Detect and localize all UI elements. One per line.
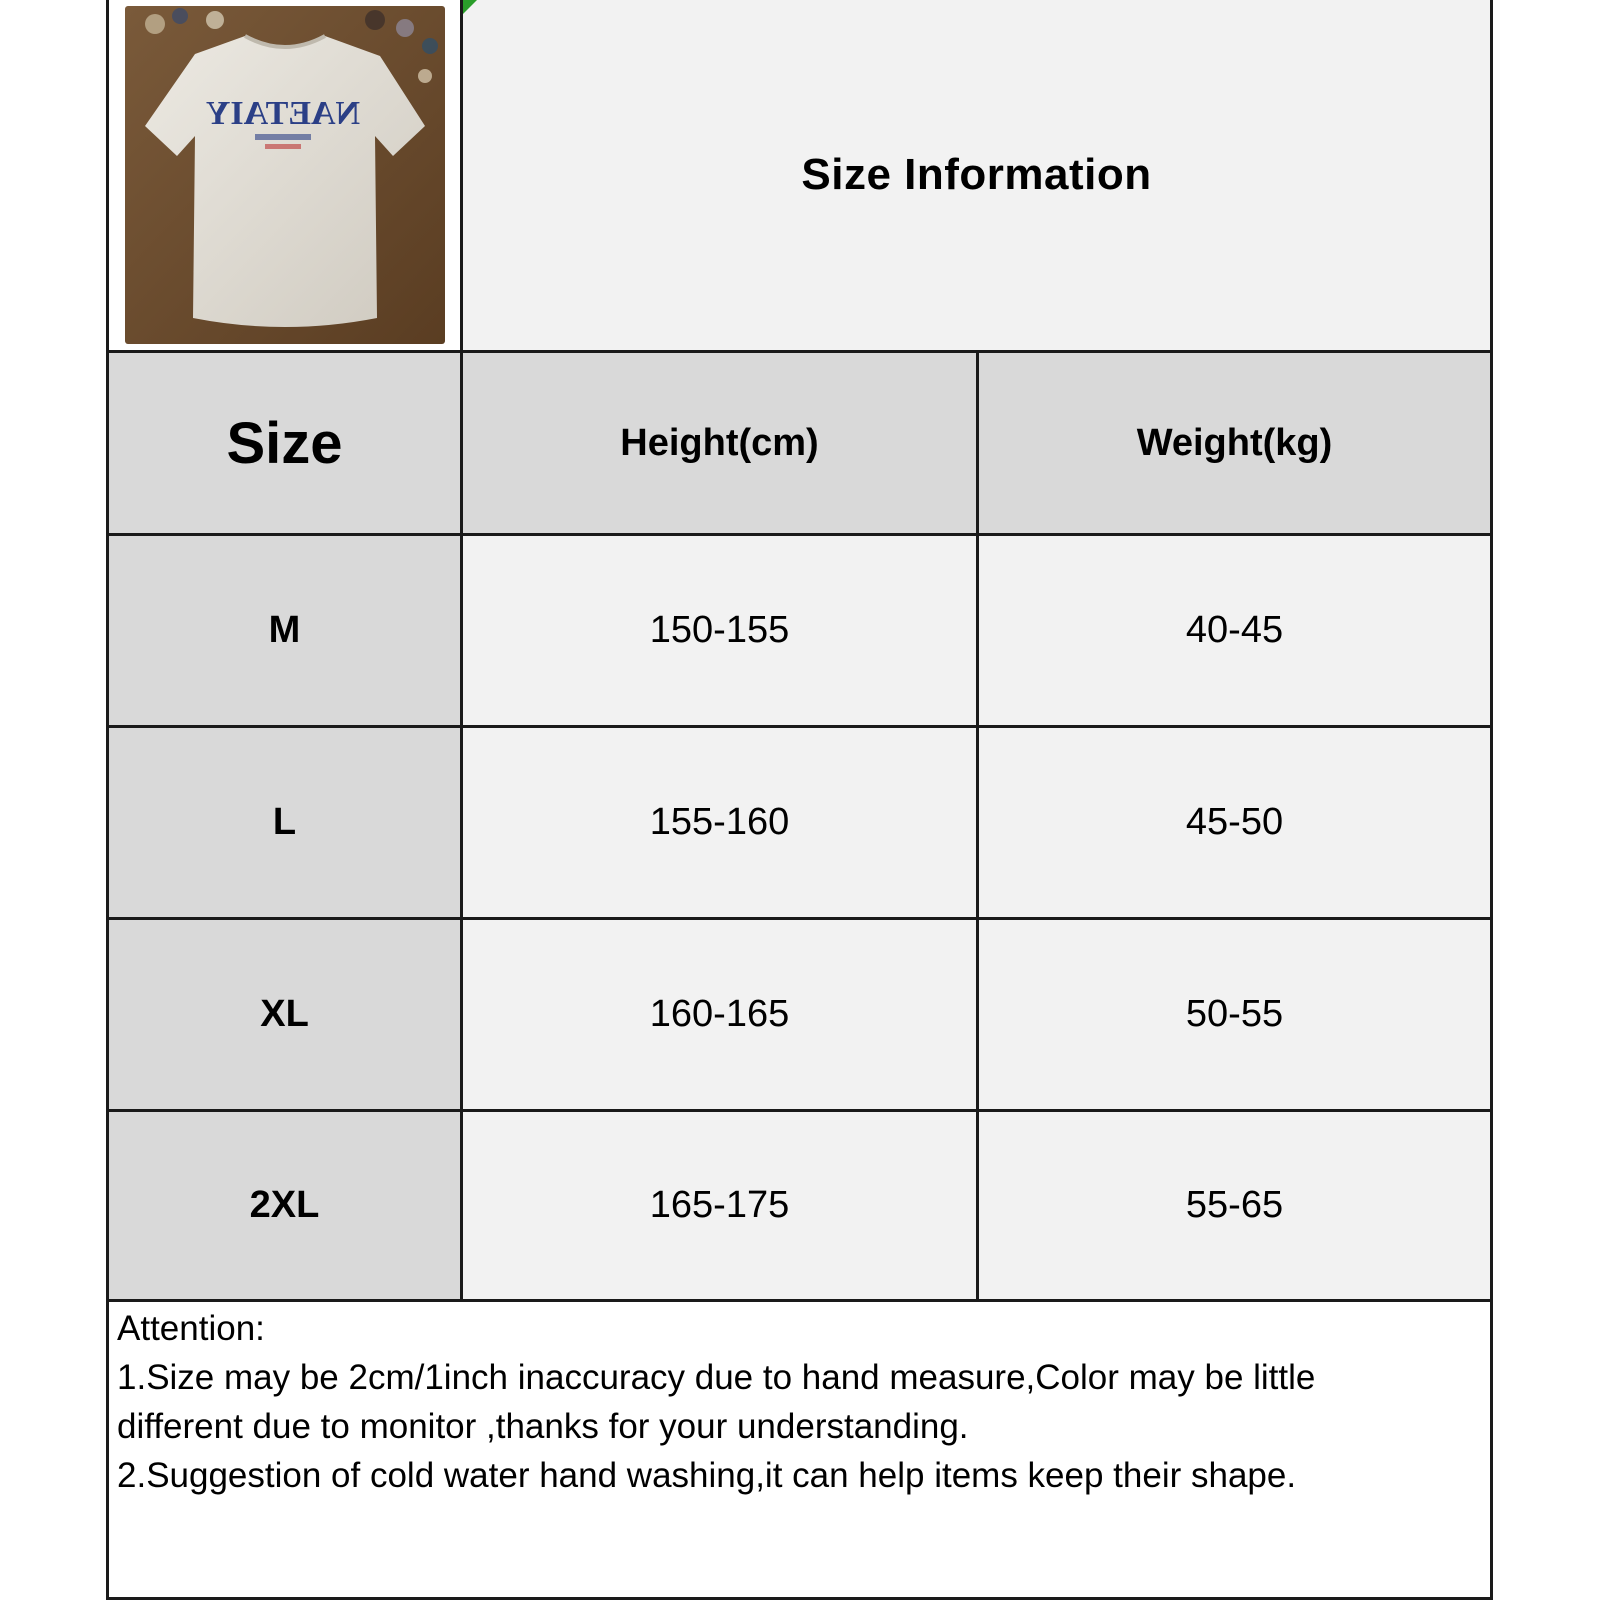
cell-marker — [463, 0, 477, 14]
header-size-label: Size — [226, 410, 343, 476]
header-weight-label: Weight(kg) — [1136, 421, 1333, 464]
height-value: 150-155 — [649, 609, 790, 651]
weight-cell — [979, 536, 1490, 728]
height-cell — [463, 536, 979, 728]
table-row — [109, 1112, 463, 1302]
height-value: 165-175 — [649, 1184, 790, 1226]
product-photo — [125, 6, 445, 344]
notes-heading: Attention: — [117, 1309, 265, 1348]
height-cell — [463, 1112, 979, 1302]
height-value: 155-160 — [649, 801, 790, 843]
size-value: L — [272, 801, 297, 843]
weight-cell — [979, 1112, 1490, 1302]
size-value: XL — [260, 993, 309, 1035]
table-row — [109, 536, 463, 728]
weight-value: 45-50 — [1185, 801, 1284, 843]
table-row — [109, 920, 463, 1112]
weight-value: 50-55 — [1185, 993, 1284, 1035]
size-value: M — [268, 609, 301, 651]
header-weight — [979, 353, 1490, 536]
header-size — [109, 353, 463, 536]
title-cell — [463, 0, 1490, 353]
tshirt-image — [125, 6, 445, 344]
height-value: 160-165 — [649, 993, 790, 1035]
note-line: 2.Suggestion of cold water hand washing,it can help items keep their shape. — [117, 1456, 1297, 1495]
product-photo-cell — [109, 0, 463, 353]
page-title: Size Information — [801, 150, 1152, 199]
weight-value: 55-65 — [1185, 1184, 1284, 1226]
attention-notes — [109, 1302, 1490, 1600]
note-line: 1.Size may be 2cm/1inch inaccuracy due to hand measure,Color may be little — [117, 1358, 1316, 1397]
shirt-print: NAETAIY — [205, 95, 361, 132]
weight-cell — [979, 728, 1490, 920]
header-height — [463, 353, 979, 536]
weight-value: 40-45 — [1185, 609, 1284, 651]
header-height-label: Height(cm) — [620, 421, 819, 464]
note-line: different due to monitor ,thanks for your understanding. — [117, 1407, 969, 1446]
table-row — [109, 728, 463, 920]
size-chart-sheet — [106, 0, 1493, 1600]
size-value: 2XL — [249, 1184, 320, 1226]
height-cell — [463, 920, 979, 1112]
height-cell — [463, 728, 979, 920]
weight-cell — [979, 920, 1490, 1112]
